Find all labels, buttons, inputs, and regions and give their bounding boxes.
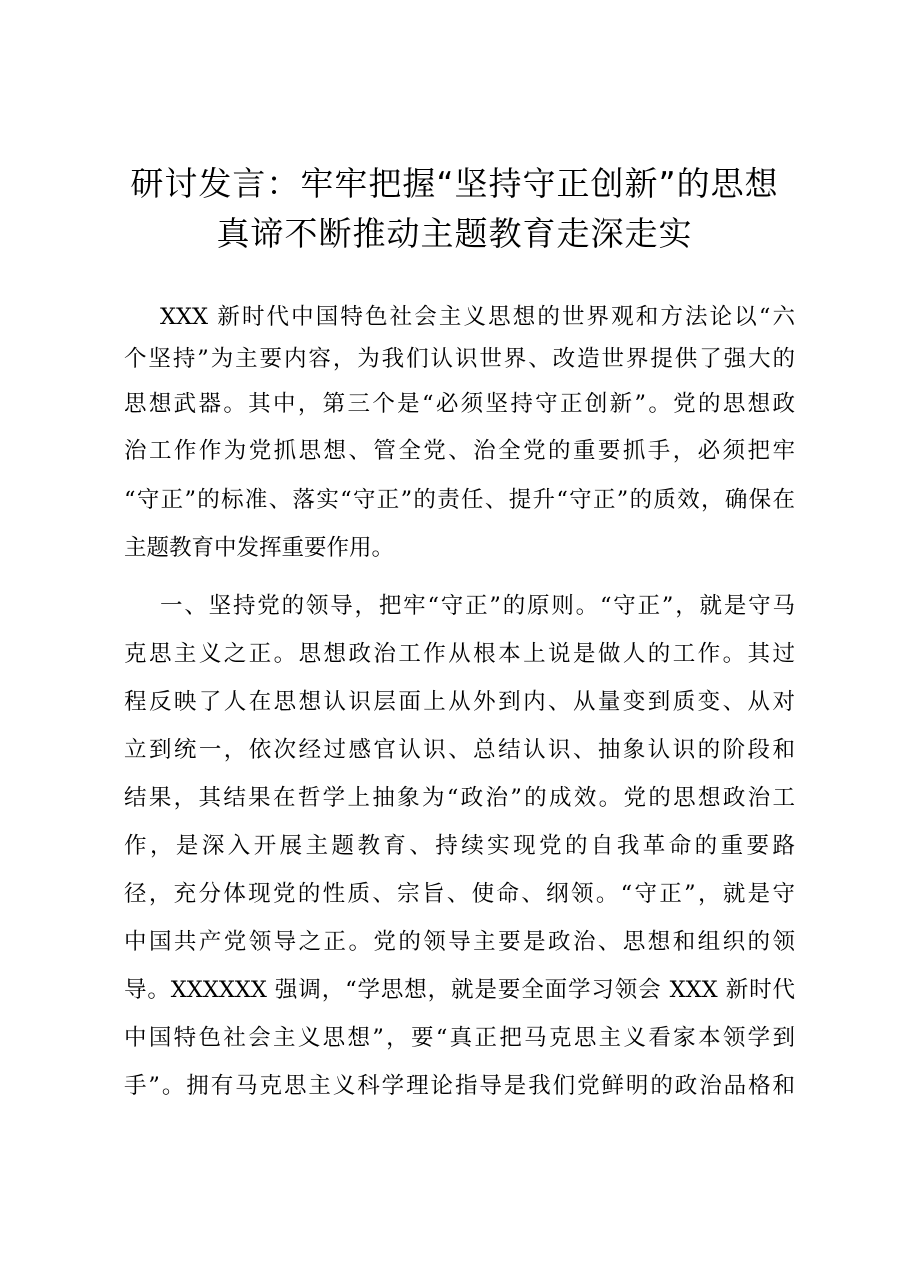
- paragraph-2-line-5: 结果，其结果在哲学上抽象为“政治”的成效。党的思想政治工: [124, 785, 795, 811]
- paragraph-1-line-5: “守正”的标准、落实“守正”的责任、提升“守正”的质效，确保在: [124, 487, 795, 513]
- document-title-line-1: 研讨发言：牢牢把握“坚持守正创新”的思想: [130, 164, 779, 203]
- paragraph-2-line-9: 导。XXXXXX 强调，“学思想，就是要全面学习领会 XXX 新时代: [124, 977, 795, 1003]
- paragraph-1-line-6: 主题教育中发挥重要作用。: [124, 535, 395, 561]
- document-title-line-2: 真谛不断推动主题教育走深走实: [216, 214, 693, 253]
- paragraph-2-line-7: 径，充分体现党的性质、宗旨、使命、纲领。“守正”，就是守: [124, 881, 795, 907]
- paragraph-2-line-4: 立到统一，依次经过感官认识、总结认识、抽象认识的阶段和: [124, 737, 795, 763]
- paragraph-2-line-1: 一、坚持党的领导，把牢“守正”的原则。“守正”，就是守马: [160, 593, 795, 619]
- paragraph-2-line-2: 克思主义之正。思想政治工作从根本上说是做人的工作。其过: [124, 641, 795, 667]
- paragraph-2-line-3: 程反映了人在思想认识层面上从外到内、从量变到质变、从对: [124, 689, 795, 715]
- paragraph-1-line-3: 思想武器。其中，第三个是“必须坚持守正创新”。党的思想政: [124, 391, 795, 417]
- paragraph-2-line-8: 中国共产党领导之正。党的领导主要是政治、思想和组织的领: [124, 929, 795, 955]
- paragraph-1-line-2: 个坚持”为主要内容，为我们认识世界、改造世界提供了强大的: [124, 346, 795, 372]
- paragraph-2-line-6: 作，是深入开展主题教育、持续实现党的自我革命的重要路: [124, 833, 795, 859]
- paragraph-2-line-10: 中国特色社会主义思想”，要“真正把马克思主义看家本领学到: [124, 1025, 795, 1051]
- paragraph-1-line-1: XXX 新时代中国特色社会主义思想的世界观和方法论以“六: [160, 304, 795, 330]
- paragraph-2-line-11: 手”。拥有马克思主义科学理论指导是我们党鲜明的政治品格和: [124, 1073, 795, 1099]
- paragraph-1-line-4: 治工作作为党抓思想、管全党、治全党的重要抓手，必须把牢: [124, 438, 795, 464]
